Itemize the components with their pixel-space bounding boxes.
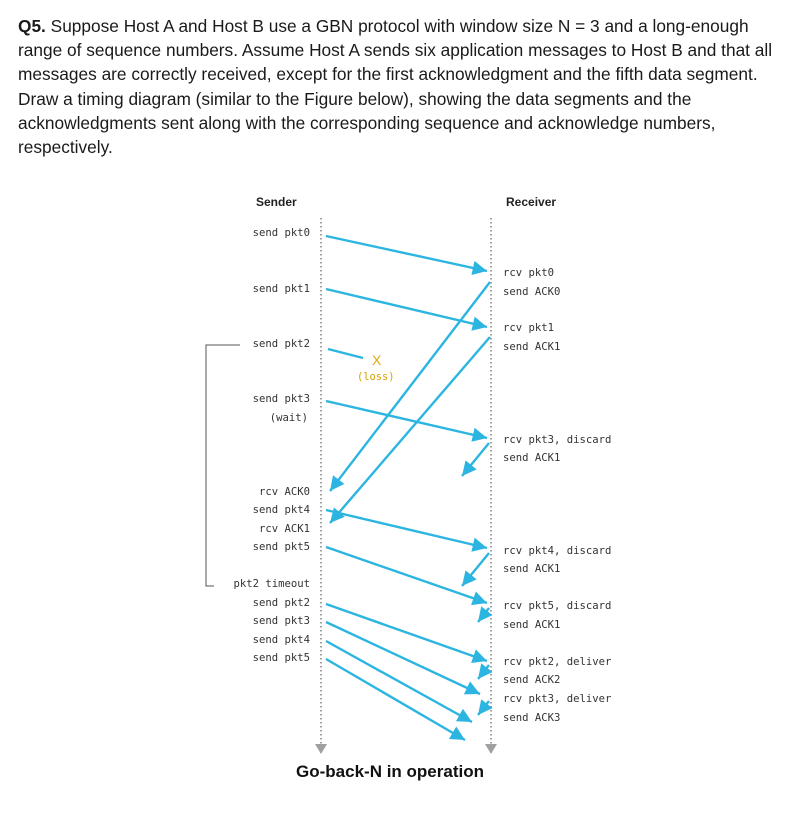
sender-label: send pkt5 [252,652,310,664]
data-arrows [326,236,487,740]
receiver-label: send ACK1 [503,563,561,575]
question-label: Q5. [18,16,46,36]
question-body: Suppose Host A and Host B use a GBN protocol with window size N = 3 and a long-enough range of sequence numbers. Assume Host A sends six application messages to Host B and that all messages are correctly received, except for the first acknowledgment and the fifth data segment. Draw a timing diagram (similar to the Figure below), showing the data segments and the acknowledgments sent along with the corresponding sequence and acknowledge numbers, respectively. [18,16,773,158]
loss-x-icon: X [372,352,382,368]
sender-label: send pkt0 [252,227,310,239]
sender-header: Sender [256,195,297,209]
ack1-dup-arrow [462,443,489,476]
receiver-label: rcv pkt1 [503,322,555,334]
sender-label: (wait) [269,412,308,424]
receiver-header: Receiver [506,195,557,209]
sender-label: send pkt1 [252,283,310,295]
pkt4-resend-arrow [326,641,472,722]
receiver-label: rcv pkt4, discard [503,545,612,557]
sender-label: send pkt4 [252,634,310,646]
sender-label: rcv ACK1 [258,523,310,535]
receiver-label: rcv pkt2, deliver [503,656,612,668]
receiver-label: rcv pkt0 [503,267,555,279]
pkt4-arrow [326,510,487,548]
receiver-label: send ACK1 [503,341,561,353]
pkt5-arrow [326,547,487,603]
sender-label: rcv ACK0 [258,486,310,498]
pkt1-arrow [326,289,487,327]
sender-label: send pkt2 [252,338,310,350]
window-bracket [206,345,240,586]
diagram-caption: Go-back-N in operation [296,762,484,781]
receiver-label: send ACK1 [503,619,561,631]
receiver-label: send ACK1 [503,452,561,464]
ack1-arrow [330,337,490,523]
ack2-arrow [478,665,489,679]
pkt5-resend-arrow [326,659,465,740]
receiver-label: send ACK3 [503,712,561,724]
receiver-label: send ACK0 [503,286,561,298]
sender-label: send pkt2 [252,597,310,609]
sender-label: send pkt3 [252,615,310,627]
receiver-label: rcv pkt3, discard [503,434,612,446]
ack0-arrow [330,282,490,491]
sender-label: send pkt5 [252,541,310,553]
receiver-label: rcv pkt3, deliver [503,693,612,705]
sender-label: send pkt4 [252,504,310,516]
sender-label: pkt2 timeout [233,578,310,590]
ack1-dup-arrow [462,553,489,586]
ack-arrows [330,282,490,715]
ack3-arrow [478,701,489,715]
receiver-label: rcv pkt5, discard [503,600,612,612]
sender-label: send pkt3 [252,393,310,405]
ack1-dup-arrow [478,608,489,622]
pkt2-lost-arrow [328,349,363,358]
receiver-label: send ACK2 [503,674,561,686]
loss-label: (loss) [357,371,395,383]
pkt0-arrow [326,236,487,271]
